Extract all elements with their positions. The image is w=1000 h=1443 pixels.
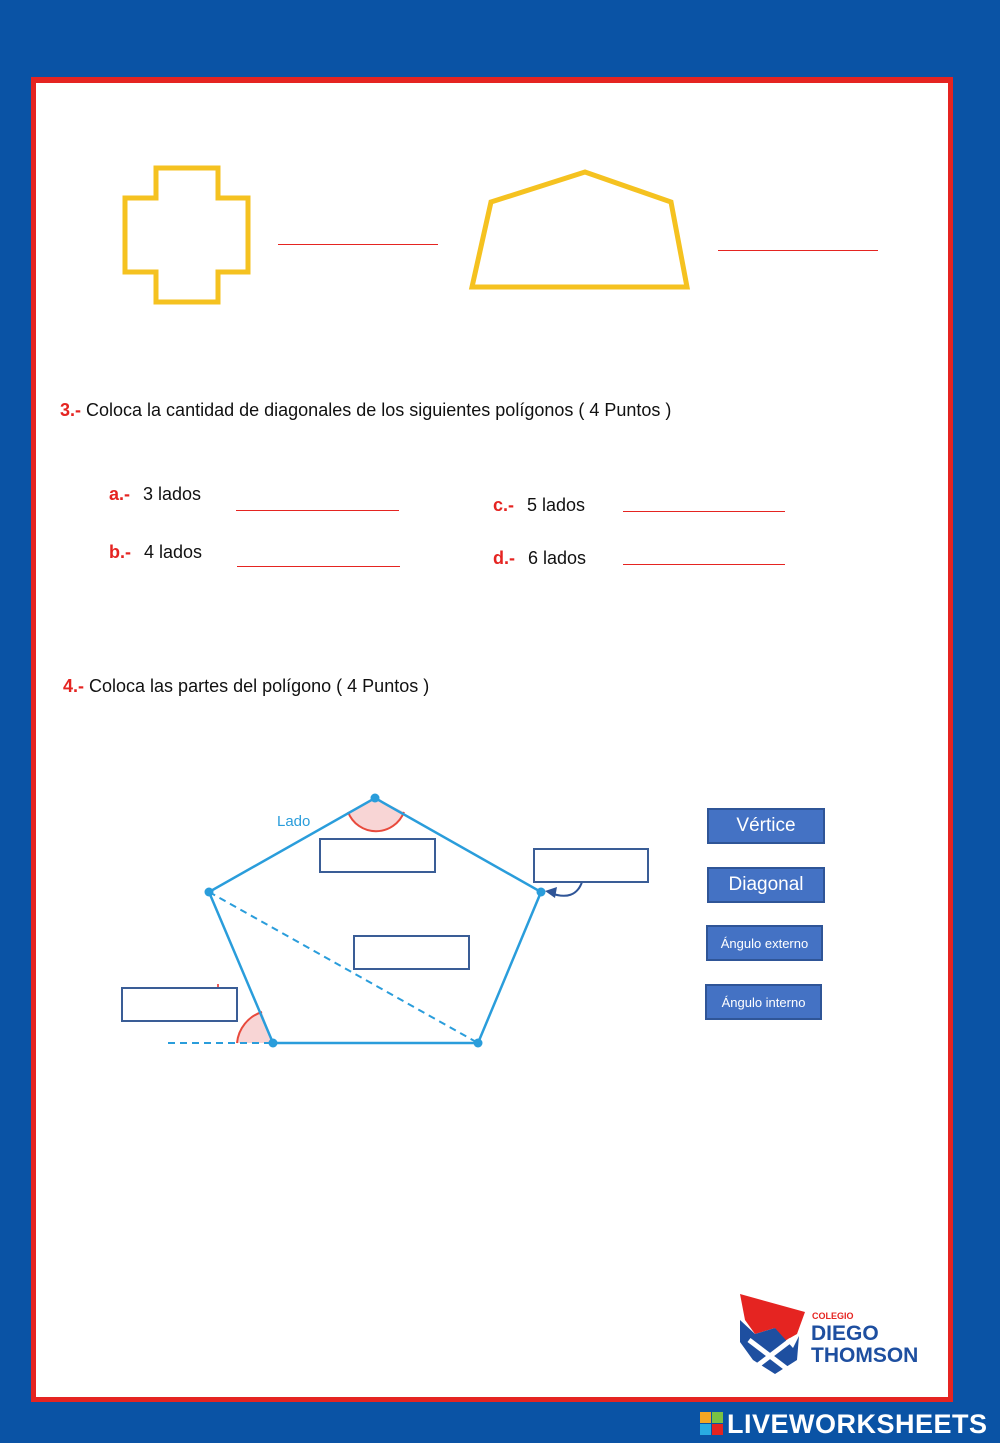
polygon-diagram <box>0 780 700 1080</box>
vertex-left <box>205 888 214 897</box>
item-c-letter: c.- <box>493 495 515 515</box>
answer-blank-c[interactable] <box>623 511 785 512</box>
drop-box-side-angle[interactable] <box>319 838 436 873</box>
drop-box-exterior[interactable] <box>121 987 238 1022</box>
cross-shape <box>125 168 248 302</box>
liveworksheets-badge-icon <box>700 1412 724 1436</box>
item-a-letter: a.- <box>109 484 131 504</box>
interior-angle-mark <box>348 798 404 831</box>
side-label: Lado <box>277 813 311 830</box>
item-d-text: 6 lados <box>523 548 587 568</box>
item-d <box>493 548 586 569</box>
vertex-pointer-arrowhead <box>545 887 557 898</box>
vertex-top <box>371 794 380 803</box>
vertex-bottom-right <box>474 1039 483 1048</box>
pentagon-shape <box>472 172 687 287</box>
question-4 <box>63 676 429 697</box>
chip-angulo-interno[interactable]: Ángulo interno <box>705 984 822 1020</box>
item-c <box>493 495 585 516</box>
school-logo-icon <box>735 1290 810 1380</box>
question-4-text: Coloca las partes del polígono ( 4 Puntos ) <box>84 676 430 696</box>
diagram-pentagon <box>209 798 541 1043</box>
item-a <box>109 484 201 505</box>
answer-blank-a[interactable] <box>236 510 399 511</box>
chip-diagonal[interactable]: Diagonal <box>707 867 825 903</box>
answer-blank-b[interactable] <box>237 566 400 567</box>
logo-line2: THOMSON <box>811 1344 919 1367</box>
chip-angulo-externo[interactable]: Ángulo externo <box>706 925 823 961</box>
logo-line1: DIEGO <box>811 1322 879 1345</box>
vertex-bottom-left <box>269 1039 278 1048</box>
question-3-text: Coloca la cantidad de diagonales de los siguientes polígonos ( 4 Puntos ) <box>81 400 672 420</box>
answer-blank-cross[interactable] <box>278 244 438 245</box>
item-d-letter: d.- <box>493 548 515 568</box>
chip-vertice[interactable]: Vértice <box>707 808 825 844</box>
logo-colegio: COLEGIO <box>812 1311 854 1321</box>
item-b-text: 4 lados <box>139 542 203 562</box>
liveworksheets-watermark <box>700 1409 988 1439</box>
question-3-number: 3.- <box>60 400 82 420</box>
liveworksheets-brand: LIVEWORKSHEETS <box>727 1408 988 1439</box>
question-4-number: 4.- <box>63 676 85 696</box>
item-b <box>109 542 202 563</box>
item-c-text: 5 lados <box>522 495 586 515</box>
vertex-right <box>537 888 546 897</box>
drop-box-diagonal[interactable] <box>353 935 470 970</box>
item-b-letter: b.- <box>109 542 131 562</box>
question-3 <box>60 400 671 421</box>
drop-box-vertex[interactable] <box>533 848 649 883</box>
answer-blank-pentagon[interactable] <box>718 250 878 251</box>
answer-blank-d[interactable] <box>623 564 785 565</box>
item-a-text: 3 lados <box>138 484 202 504</box>
shapes-row <box>0 0 1000 360</box>
